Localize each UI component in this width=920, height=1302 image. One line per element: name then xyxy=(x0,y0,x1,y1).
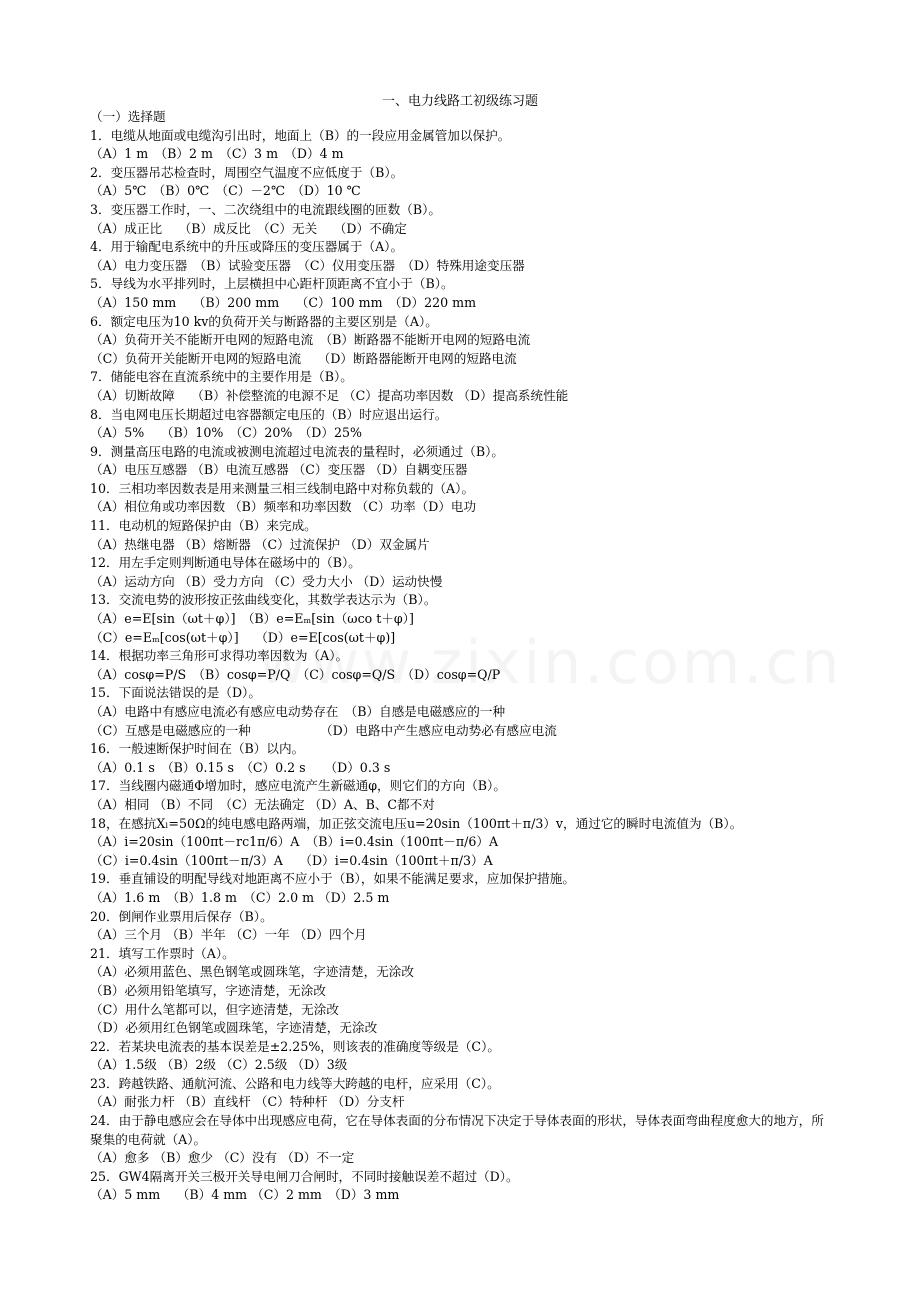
text-line: （A）1.6 m （B）1.8 m （C）2.0 m （D）2.5 m xyxy=(90,889,390,905)
text-line: （A）0.1 s （B）0.15 s （C）0.2 s （D）0.3 s xyxy=(90,759,391,775)
question-list xyxy=(90,108,830,1205)
text-line: 24．由于静电感应会在导体中出现感应电荷，它在导体表面的分布情况下决定于导体表面的形状，导体表面弯曲程度愈大的地方，所聚集的电荷就（A）。 xyxy=(90,1113,824,1147)
text-line: 2．变压器吊芯检查时，周围空气温度不应低度于（B）。 xyxy=(90,164,404,180)
text-line: （A）5℃ （B）0℃ （C）－2℃ （D）10 ℃ xyxy=(90,183,361,199)
text-line: 13．交流电势的波形按正弦曲线变化，其数学表达示为（B）。 xyxy=(90,592,437,608)
text-line: （A）热继电器 （B）熔断器 （C）过流保护 （D）双金属片 xyxy=(90,536,430,552)
text-line: 20．倒闸作业票用后保存（B）。 xyxy=(90,908,273,924)
text-line: （A）运动方向 （B）受力方向 （C）受力大小 （D）运动快慢 xyxy=(90,573,443,589)
text-line: 17．当线圈内磁通Φ增加时，感应电流产生新磁通φ，则它们的方向（B）。 xyxy=(90,778,506,794)
text-line: 5．导线为水平排列时，上层横担中心距杆顶距离不宜小于（B）。 xyxy=(90,276,454,292)
text-line: 12．用左手定则判断通电导体在磁场中的（B）。 xyxy=(90,555,361,571)
text-line: （A）1 m （B）2 m （C）3 m （D）4 m xyxy=(90,146,344,162)
text-line: （A）电路中有感应电流必有感应电动势存在 （B）自感是电磁感应的一种 xyxy=(90,704,506,719)
text-line: （A）耐张力杆 （B）直线杆 （C）特种杆 （D）分支杆 xyxy=(90,1094,405,1110)
text-line: 8．当电网电压长期超过电容器额定电压的（B）时应退出运行。 xyxy=(90,406,448,422)
text-line: （A）必须用蓝色、黑色钢笔或圆珠笔，字迹清楚，无涂改 xyxy=(90,964,414,980)
text-line: 23．跨越铁路、通航河流、公路和电力线等大跨越的电杆，应采用（C）。 xyxy=(90,1075,500,1091)
text-line: （D）必须用红色钢笔或圆珠笔，字迹清楚，无涂改 xyxy=(90,1020,378,1036)
text-line: 10．三相功率因数表是用来测量三相三线制电路中对称负载的（A）。 xyxy=(90,480,475,496)
text-line: （A）150 mm （B）200 mm （C）100 mm （D）220 mm xyxy=(90,294,477,310)
section-heading: （一）选择题 xyxy=(90,109,166,124)
text-line: （A）5 mm （B）4 mm （C）2 mm （D）3 mm xyxy=(90,1187,400,1203)
text-line: 1．电缆从地面或电缆沟引出时，地面上（B）的一段应用金属管加以保护。 xyxy=(90,127,511,143)
page-title: 一、电力线路工初级练习题 xyxy=(381,94,538,109)
text-line: （C）e=Eₘ[cos(ωt＋φ）] （D）e=E[cos(ωt＋φ)] xyxy=(90,629,396,645)
text-line: （A）相位角或功率因数 （B）频率和功率因数 （C）功率（D）电功 xyxy=(90,499,477,515)
text-line: （A）相同 （B）不同 （C）无法确定 （D）A、B、C都不对 xyxy=(90,796,435,812)
text-line: （A）负荷开关不能断开电网的短路电流 （B）断路器不能断开电网的短路电流 xyxy=(90,332,531,348)
text-line: 21．填写工作票时（A）。 xyxy=(90,945,235,961)
text-line: （A）切断故障 （B）补偿整流的电源不足 （C）提高功率因数 （D）提高系统性能 xyxy=(90,387,569,403)
text-line: 3．变压器工作时，一、二次绕组中的电流跟线圈的匝数（B）。 xyxy=(90,201,441,217)
text-line: 4．用于输配电系统中的升压或降压的变压器属于（A）。 xyxy=(90,239,404,255)
text-line: （A）成正比 （B）成反比 （C）无关 （D）不确定 xyxy=(90,220,407,236)
text-line: 15．下面说法错误的是（D）。 xyxy=(90,685,261,701)
text-line: （A）愈多 （B）愈少 （C）没有 （D）不一定 xyxy=(90,1150,355,1166)
text-line: 7．储能电容在直流系统中的主要作用是（B）。 xyxy=(90,369,353,385)
text-line: （A）1.5级 （B）2级 （C）2.5级 （D）3级 xyxy=(90,1057,348,1073)
question-lines xyxy=(90,127,830,1205)
text-line: （A）cosφ=P/S （B）cosφ=P/Q （C）cosφ=Q/S （D）cosφ=Q/P xyxy=(90,666,501,682)
text-line: 22．若某块电流表的基本误差是±2.25%，则该表的准确度等级是（C）。 xyxy=(90,1038,500,1054)
text-line: （A）三个月 （B）半年 （C）一年 （D）四个月 xyxy=(90,927,367,943)
text-line: （A）i=20sin（100πt－rc1π/6）A （B）i=0.4sin（100πt－π/6）A xyxy=(90,834,499,850)
text-line: （C）互感是电磁感应的一种 （D）电路中产生感应电动势必有感应电流 xyxy=(90,722,557,738)
text-line: 16．一般速断保护时间在（B）以内。 xyxy=(90,741,305,757)
text-line: （C）用什么笔都可以，但字迹清楚，无涂改 xyxy=(90,1001,339,1017)
text-line: （C）i=0.4sin（100πt－π/3）A （D）i=0.4sin（100πt＋π/3）A xyxy=(90,852,493,868)
text-line: （C）负荷开关能断开电网的短路电流 （D）断路器能断开电网的短路电流 xyxy=(90,350,517,366)
text-line: 6．额定电压为10 kv的负荷开关与断路器的主要区别是（A）。 xyxy=(90,313,438,329)
text-line: 18，在感抗Xₗ=50Ω的纯电感电路两端，加正弦交流电压u=20sin（100πt＋π/3）v，通过它的瞬时电流值为（B）。 xyxy=(90,815,743,831)
text-line: （A）电力变压器 （B）试验变压器 （C）仪用变压器 （D）特殊用途变压器 xyxy=(90,257,525,273)
text-line: （A）e=E[sin（ωt＋φ）] （B）e=Eₘ[sin（ωco t＋φ）] xyxy=(90,611,414,627)
text-line: 14．根据功率三角形可求得功率因数为（A）。 xyxy=(90,648,349,664)
text-line: 25．GW4隔离开关三极开关导电闸刀合闸时，不同时接触误差不超过（D）。 xyxy=(90,1168,519,1184)
text-line: 11．电动机的短路保护由（B）来完成。 xyxy=(90,518,317,534)
text-line: 9．测量高压电路的电流或被测电流超过电流表的量程时，必须通过（B）。 xyxy=(90,443,504,459)
text-line: 19．垂直铺设的明配导线对地距离不应小于（B），如果不能满足要求，应加保护措施。 xyxy=(90,871,575,887)
text-line: （A）电压互感器 （B）电流互感器 （C）变压器 （D）自耦变压器 xyxy=(90,462,468,478)
text-line: （A）5% （B）10% （C）20% （D）25% xyxy=(90,425,362,441)
text-line: （B）必须用铅笔填写，字迹清楚，无涂改 xyxy=(90,982,326,998)
